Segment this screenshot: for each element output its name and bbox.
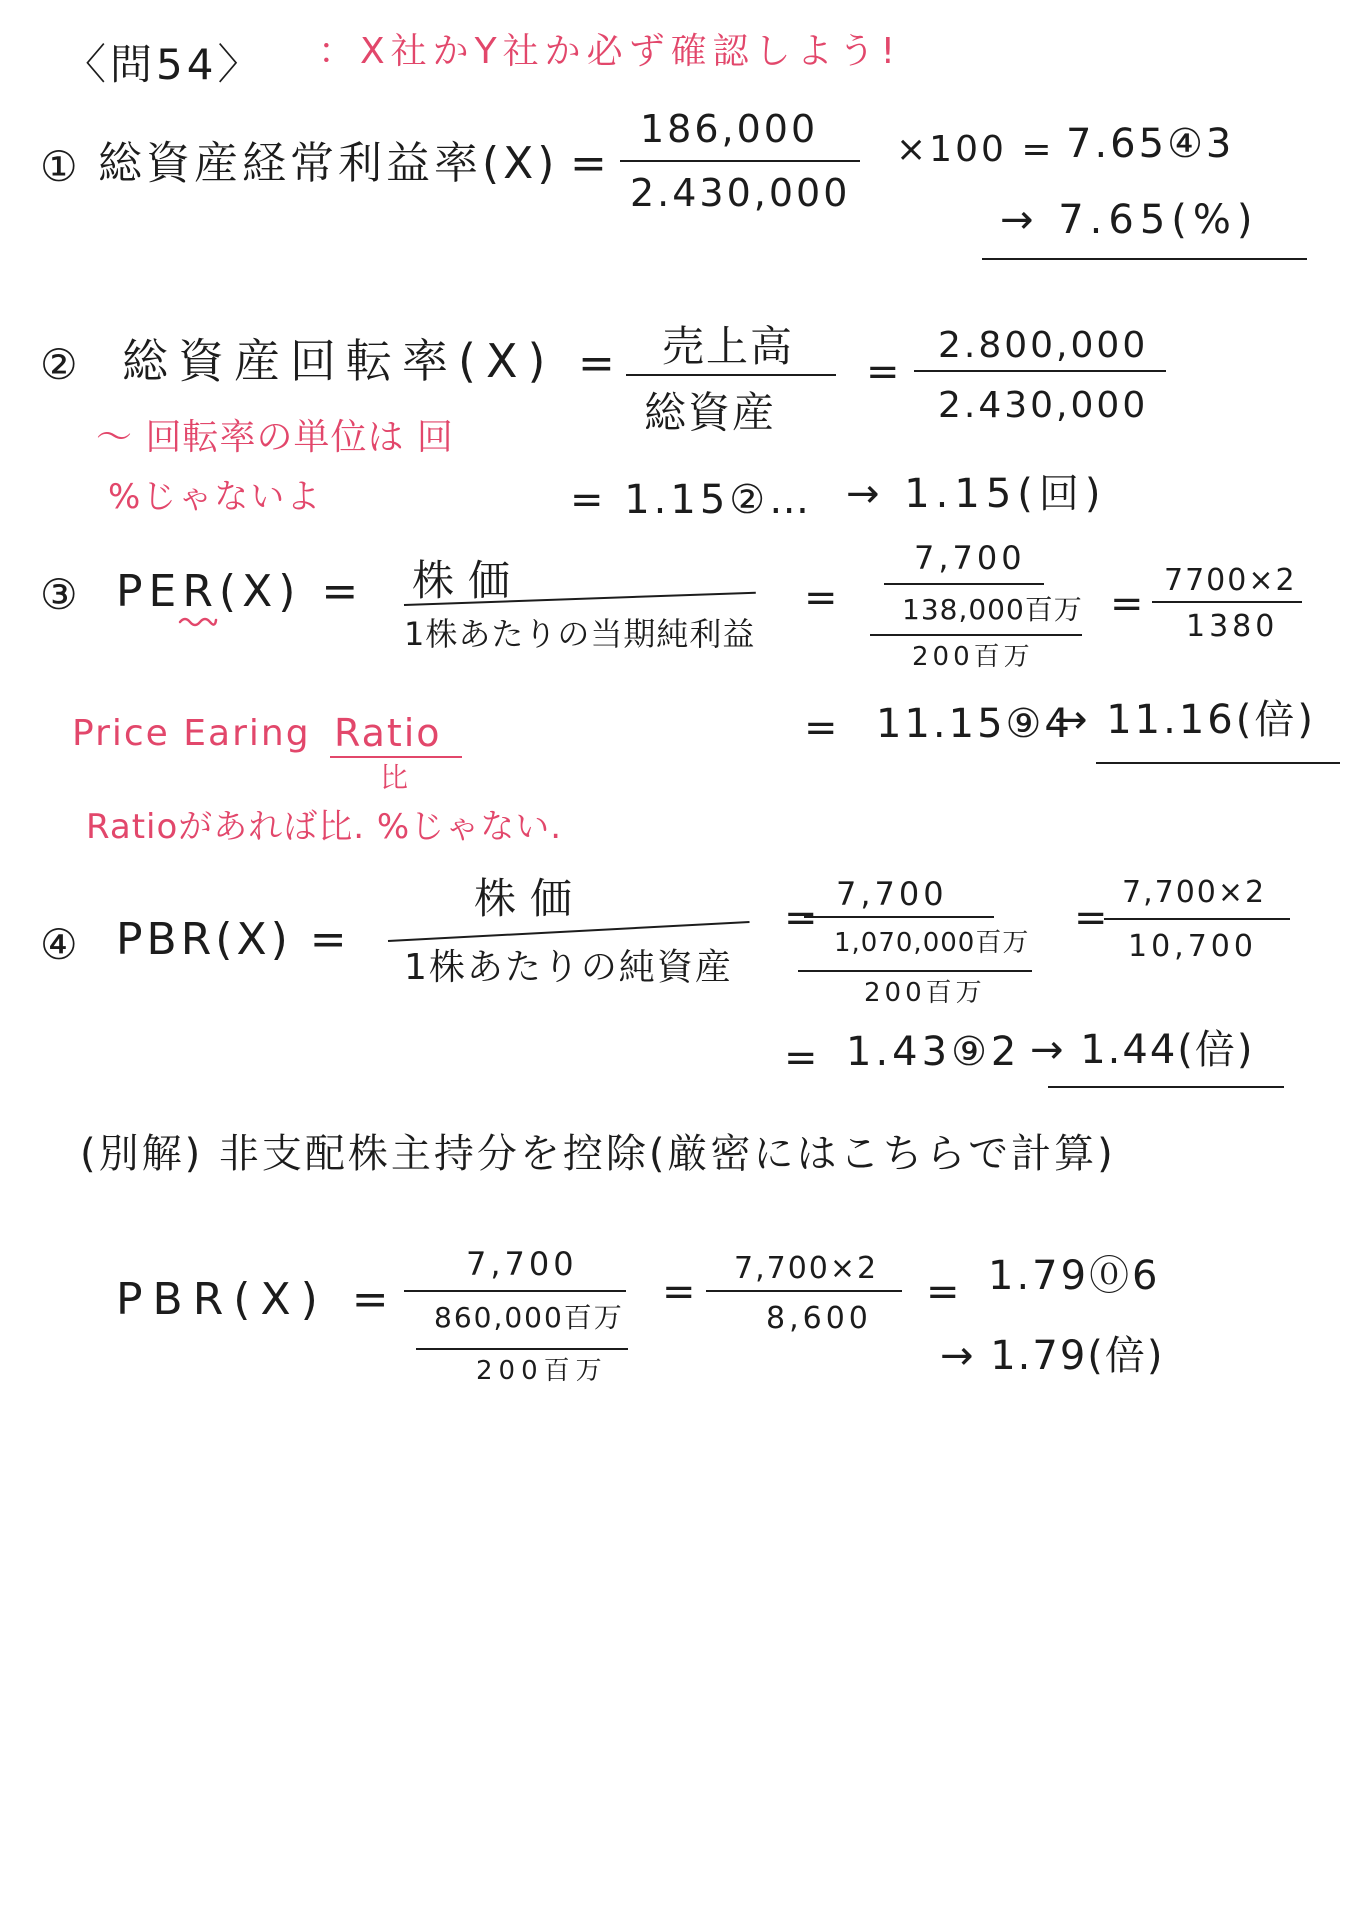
alternative-equals-2: =: [926, 1269, 960, 1315]
alternative-simplified-numerator: 7,700×2: [734, 1251, 879, 1286]
question-3-simplified-denominator: 1380: [1186, 609, 1279, 644]
per-term-ratio-underline: [330, 756, 462, 758]
question-1-raw-result: 7.65④3: [1066, 121, 1235, 167]
question-4-fraction-bar: [804, 916, 994, 918]
question-2-equals-2: =: [866, 349, 900, 395]
ratio-note: Ratioがあれば比. %じゃない.: [86, 807, 563, 847]
question-2-denominator: 2.430,000: [938, 385, 1149, 426]
per-term-ratio-meaning: 比: [380, 761, 409, 794]
question-3-equals-3: =: [804, 705, 838, 751]
question-4-inner-denominator: 200百万: [864, 978, 986, 1008]
question-3-simplified-bar: [1152, 601, 1302, 603]
question-2-unit-note-line-2: %じゃないよ: [108, 477, 323, 517]
alternative-fraction-bar: [404, 1290, 626, 1292]
question-4-inner-fraction-bar: [798, 970, 1032, 972]
question-3-formula-numerator: 株価: [412, 556, 525, 605]
question-3-equals-1: =: [804, 575, 838, 621]
question-4-answer-underline: [1048, 1086, 1284, 1088]
red-squiggle-mark: [178, 614, 218, 628]
question-1-number: ①: [40, 142, 78, 191]
question-4-equals-1: =: [784, 895, 818, 941]
question-4-inner-numerator: 1,070,000百万: [834, 928, 1030, 958]
question-2-equals-1: =: [578, 338, 615, 389]
question-4-simplified-numerator: 7,700×2: [1122, 875, 1267, 910]
question-2-numerator: 2.800,000: [938, 325, 1149, 366]
alternative-pbr-label: PBR(X) =: [116, 1274, 399, 1325]
question-2-formula-bar: [626, 374, 836, 376]
question-2-formula-denominator: 総資産: [644, 388, 777, 437]
alternative-numerator: 7,700: [466, 1245, 578, 1283]
question-4-label: PBR(X) =: [116, 914, 351, 965]
question-3-number: ③: [40, 570, 78, 619]
per-term-words: Price Earing: [72, 713, 311, 754]
question-3-answer-underline: [1096, 762, 1340, 764]
question-4-equals-2: =: [1074, 895, 1108, 941]
question-3-fraction-bar: [884, 583, 1044, 585]
question-2-raw-result: = 1.15②…: [570, 477, 814, 523]
alternative-equals-1: =: [662, 1269, 696, 1315]
question-4-simplified-denominator: 10,700: [1128, 929, 1257, 964]
alternative-raw-result: 1.79⓪6: [988, 1253, 1161, 1299]
question-4-answer: → 1.44(倍): [1030, 1027, 1255, 1073]
question-4-equals-3: =: [784, 1035, 818, 1081]
alternative-solution-heading: (別解) 非支配株主持分を控除(厳密にはこちらで計算): [80, 1131, 1116, 1177]
question-3-inner-denominator: 200百万: [912, 642, 1034, 672]
question-2-number: ②: [40, 340, 78, 389]
question-1-answer: → 7.65(%): [1000, 197, 1259, 243]
problem-number: 〈問54〉: [64, 40, 264, 89]
question-3-formula-denominator: 1株あたりの当期純利益: [404, 615, 756, 653]
question-2-label: 総資産回転率(X): [122, 334, 556, 388]
question-4-number: ④: [40, 920, 78, 969]
question-4-formula-numerator: 株価: [474, 874, 587, 923]
question-3-equals-2: =: [1110, 581, 1144, 627]
question-3-inner-numerator: 138,000百万: [902, 593, 1083, 626]
question-1-answer-underline: [982, 258, 1307, 260]
reminder-note: ：X社かY社か必ず確認しよう!: [318, 31, 902, 72]
question-2-formula-numerator: 売上高: [662, 322, 795, 371]
question-4-raw-result: 1.43⑨2: [846, 1029, 1021, 1075]
question-1-denominator: 2.430,000: [630, 171, 851, 215]
question-3-label: PER(X) =: [116, 566, 365, 617]
alternative-simplified-denominator: 8,600: [766, 1301, 872, 1336]
alternative-inner-numerator: 860,000百万: [434, 1301, 624, 1334]
question-3-inner-fraction-bar: [870, 634, 1082, 636]
question-3-raw-result: 11.15⑨4: [876, 701, 1073, 747]
question-1-multiplier: ×100 =: [896, 129, 1055, 170]
alternative-simplified-bar: [706, 1290, 902, 1292]
per-term-ratio: Ratio: [334, 711, 442, 755]
question-2-fraction-bar: [914, 370, 1166, 372]
question-1-label: 総資産経常利益率(X): [98, 138, 559, 189]
question-2-answer: → 1.15(回): [846, 471, 1107, 517]
question-1-numerator: 186,000: [640, 107, 819, 151]
alternative-answer: → 1.79(倍): [940, 1333, 1165, 1379]
question-1-equals: =: [570, 138, 607, 189]
question-4-formula-bar: [388, 921, 750, 942]
question-2-unit-note: 〜 回転率の単位は 回: [96, 417, 454, 458]
question-4-formula-denominator: 1株あたりの純資産: [404, 947, 733, 988]
question-4-numerator: 7,700: [836, 875, 948, 913]
question-3-simplified-numerator: 7700×2: [1164, 563, 1297, 598]
question-3-numerator: 7,700: [914, 539, 1026, 577]
alternative-inner-denominator: 200百万: [476, 1356, 608, 1386]
question-4-simplified-bar: [1104, 918, 1290, 920]
question-3-answer: → 11.16(倍): [1054, 697, 1316, 743]
question-1-fraction-bar: [620, 160, 860, 162]
alternative-inner-fraction-bar: [416, 1348, 628, 1350]
